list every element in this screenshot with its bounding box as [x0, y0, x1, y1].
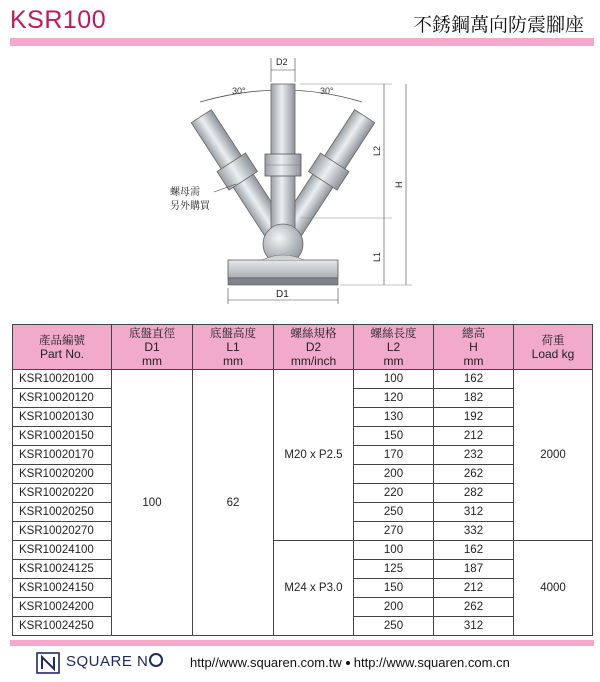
h-value-cell: 262 — [434, 598, 514, 617]
part-number-cell: KSR10024250 — [13, 617, 112, 636]
l2-value-cell: 125 — [354, 560, 434, 579]
separator-dot-icon — [346, 661, 350, 665]
l2-value-cell: 100 — [354, 370, 434, 389]
nut-note-line1: 螺母需 — [170, 187, 200, 198]
product-model-title: KSR100 — [10, 6, 107, 34]
part-number-cell: KSR10020100 — [13, 370, 112, 389]
h-value-cell: 332 — [434, 522, 514, 541]
footer-accent-bar — [10, 640, 594, 646]
brand-circle-icon — [149, 653, 163, 667]
h-value-cell: 162 — [434, 370, 514, 389]
part-number-cell: KSR10020250 — [13, 503, 112, 522]
l2-value-cell: 220 — [354, 484, 434, 503]
table-row — [13, 370, 593, 389]
header-l2: 螺絲長度 L2 mm — [354, 325, 434, 370]
table-row — [13, 541, 593, 560]
part-number-cell: KSR10024125 — [13, 560, 112, 579]
header-h: 總高 H mm — [434, 325, 514, 370]
footer-urls — [190, 655, 510, 670]
url-tw-link[interactable]: http//www.squaren.com.tw — [190, 655, 342, 670]
l2-value-cell: 270 — [354, 522, 434, 541]
page-footer — [0, 648, 600, 678]
square-n-logo-icon — [36, 652, 60, 674]
l2-value-cell: 200 — [354, 598, 434, 617]
l2-value-cell: 250 — [354, 503, 434, 522]
l2-value-cell: 150 — [354, 579, 434, 598]
d1-value-cell: 100 — [112, 370, 193, 636]
part-number-cell: KSR10024150 — [13, 579, 112, 598]
part-number-cell: KSR10020150 — [13, 427, 112, 446]
part-number-cell: KSR10020120 — [13, 389, 112, 408]
d2-value-cell: M24 x P3.0 — [274, 541, 354, 636]
l2-value-cell: 130 — [354, 408, 434, 427]
base-plate — [228, 260, 338, 278]
l2-value-cell: 120 — [354, 389, 434, 408]
load-value-cell: 2000 — [514, 370, 593, 541]
h-value-cell: 212 — [434, 427, 514, 446]
h-value-cell: 312 — [434, 617, 514, 636]
dimension-label-h: H — [394, 181, 404, 188]
dimension-label-d2: D2 — [276, 57, 288, 67]
h-value-cell: 282 — [434, 484, 514, 503]
technical-drawing — [0, 52, 600, 314]
part-number-cell: KSR10024200 — [13, 598, 112, 617]
l2-value-cell: 250 — [354, 617, 434, 636]
part-number-cell: KSR10020220 — [13, 484, 112, 503]
l2-value-cell: 170 — [354, 446, 434, 465]
l2-value-cell: 100 — [354, 541, 434, 560]
url-cn-link[interactable]: http://www.squaren.com.cn — [353, 655, 510, 670]
angle-label-left: 30° — [232, 86, 246, 96]
page-header — [0, 0, 600, 48]
part-number-cell: KSR10024100 — [13, 541, 112, 560]
header-l1: 底盤高度 L1 mm — [193, 325, 274, 370]
d2-value-cell: M20 x P2.5 — [274, 370, 354, 541]
header-d1: 底盤直徑 D1 mm — [112, 325, 193, 370]
angle-label-right: 30° — [320, 86, 334, 96]
l2-value-cell: 200 — [354, 465, 434, 484]
product-title-chinese: 不銹鋼萬向防震腳座 — [412, 14, 584, 36]
l1-value-cell: 62 — [193, 370, 274, 636]
header-load: 荷重 Load kg — [514, 325, 593, 370]
nut-note-line2: 另外購買 — [170, 201, 210, 212]
spec-table — [12, 324, 593, 636]
h-value-cell: 262 — [434, 465, 514, 484]
brand-name: SQUARE N — [66, 653, 163, 670]
load-value-cell: 4000 — [514, 541, 593, 636]
part-number-cell: KSR10020130 — [13, 408, 112, 427]
part-number-cell: KSR10020170 — [13, 446, 112, 465]
h-value-cell: 187 — [434, 560, 514, 579]
header-d2: 螺絲規格 D2 mm/inch — [274, 325, 354, 370]
dimension-label-d1: D1 — [276, 289, 289, 300]
dimension-label-l1: L1 — [372, 251, 382, 262]
table-header-row — [13, 325, 593, 370]
header-accent-bar — [10, 38, 594, 46]
h-value-cell: 182 — [434, 389, 514, 408]
h-value-cell: 212 — [434, 579, 514, 598]
h-value-cell: 192 — [434, 408, 514, 427]
part-number-cell: KSR10020200 — [13, 465, 112, 484]
h-value-cell: 232 — [434, 446, 514, 465]
header-part-no: 產品編號 Part No. — [13, 325, 112, 370]
part-number-cell: KSR10020270 — [13, 522, 112, 541]
dimension-label-l2: L2 — [372, 145, 382, 156]
h-value-cell: 312 — [434, 503, 514, 522]
l2-value-cell: 150 — [354, 427, 434, 446]
h-value-cell: 162 — [434, 541, 514, 560]
